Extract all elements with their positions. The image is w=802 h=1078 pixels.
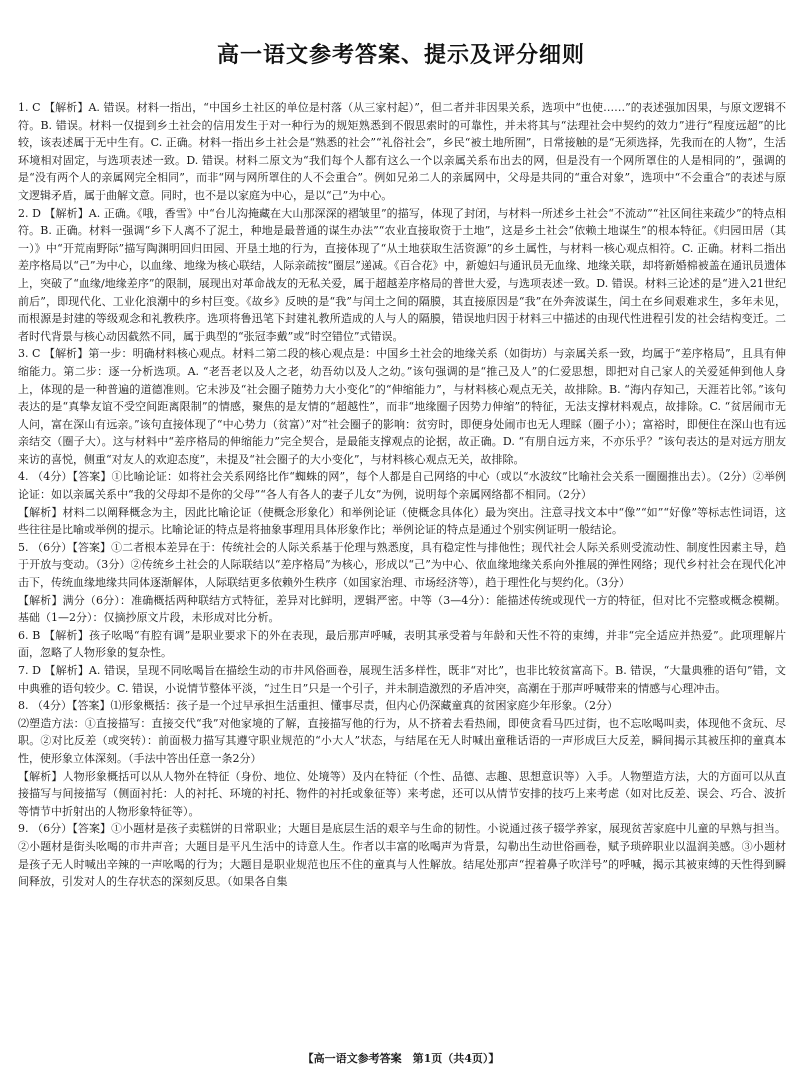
analysis-q4: 【解析】材料二以阐释概念为主，因此比喻论证（使概念形象化）和举例论证（使概念具体化）最为突出。注意寻找文本中“像”“如”“好像”等标志性词语，这些往往是比喻或举例的提示。比喻论证的特点是将抽象事理用具体形象作比；举例论证的特点是通过个别实例证明一般结论。	[18, 505, 786, 537]
answer-q4: 4. （4分）【答案】①比喻论证：如将社会关系网络比作“蜘蛛的网”，每个人都是自己网络的中心（或以“水波纹”比喻社会关系一圈圈推出去）。（2分）②举例论证：如以亲属关系中“我的父母却不是你的父母”“各人有各人的妻子儿女”为例，说明每个亲属网络都不相同。（2分）	[18, 470, 786, 502]
page-title: 高一语文参考答案、提示及评分细则	[216, 43, 585, 68]
answer-q7: 7. D 【解析】A. 错误，呈现不同吆喝旨在描绘生动的市井风俗画卷，展现生活多样性，既非“对比”，也非比较贫富高下。B. 错误，“大量典雅的语句”错，文中典雅的语句较少。C. 错误，小说情节整体平淡，“过生日”只是一个引子，并未制造激烈的矛盾冲突，高潮在于那声呼喊带来的情感与心理冲击。	[18, 664, 786, 695]
answer-q9: 9. （6分）【答案】①小题材是孩子卖糕饼的日常职业；大题目是底层生活的艰辛与生命的韧性。小说通过孩子辍学养家，展现贫苦家庭中儿童的早熟与担当。②小题材是街头吆喝的市井声音；大题目是平凡生活中的诗意人生。作者以丰富的吆喝声为背景，勾勒出生动世俗画卷，赋予琐碎职业以温润美感。③小题材是孩子无人时喊出辛辣的一声吆喝的行为；大题目是职业规范也压不住的童真与人性解放。结尾处那声“捏着鼻子吹洋号”的呼喊，揭示其被束缚的天性得到瞬间释放，引发对人的生存状态的深刻反思。（如果各自集	[18, 822, 786, 889]
answer-q6: 6. B 【解析】孩子吆喝“有腔有调”是职业要求下的外在表现，最后那声呼喊，表明其承受着与年龄和天性不符的束缚，并非“完全适应并热爱”。此项理解片面，忽略了人物形象的复杂性。	[18, 628, 786, 660]
answer-q5: 5. （6分）【答案】①二者根本差异在于：传统社会的人际关系基于伦理与熟悉度，具有稳定性与排他性；现代社会人际关系则受流动性、制度性因素主导，趋于开放与变动。（3分）②传统乡土社会的人际联结以“差序格局”为核心，形成以“己”为中心、依血缘地缘关系向外推展的弹性网络；现代乡村社会在现代化冲击下，传统血缘地缘共同体逐渐解体，人际联结更多依赖外生秩序（如国家治理、市场经济等），趋于理性化与契约化。（3分）	[18, 540, 786, 590]
analysis-q5: 【解析】满分（6分）：准确概括两种联结方式特征，差异对比鲜明，逻辑严密。中等（3—4分）：能描述传统或现代一方的特征，但对比不完整或概念模糊。基础（1—2分）：仅摘抄原文片段，未形成对比分析。	[18, 593, 786, 625]
page-footer: 【高一语文参考答案 第1页（共4页）】	[302, 1052, 500, 1065]
analysis-q8: 【解析】人物形象概括可以从人物外在特征（身份、地位、处境等）及内在特征（个性、品德、志趣、思想意识等）入手。人物塑造方法，大的方面可以从直接描写与间接描写（侧面衬托：人的衬托、环境的衬托、物件的衬托或象征等）来考虑，还可以从情节安排的技巧上来考虑（如对比反差、误会、巧合、波折等情节中折射出的人物形象特征等）。	[18, 769, 786, 818]
answer-q8-part2: ⑵塑造方法：①直接描写：直接交代“我”对他家境的了解，直接描写他的行为，从不挤着去看热闹，即使贪看马匹过街，也不忘吆喝叫卖，体现他不贪玩、尽职。②对比反差（或突转）：前面极力描写其遵守职业规范的“小大人”状态，与结尾在无人时喊出童稚话语的一声形成巨大反差，瞬间揭示其被压抑的童真本性，使形象立体深刻。（手法中答出任意一条2分）	[18, 716, 786, 765]
answer-q3: 3. C 【解析】第一步：明确材料核心观点。材料二第二段的核心观点是：中国乡土社会的地缘关系（如街坊）与亲属关系一致，均属于“差序格局”，且具有伸缩能力。第二步：逐一分析选项。A. “老吾老以及人之老，幼吾幼以及人之幼。”该句强调的是“推己及人”的仁爱思想，即把对自己家人的关爱延伸到他人身上，体现的是一种普遍的道德准则。它未涉及“社会圈子随势力大小变化”的“伸缩能力”，与材料核心观点无关，故排除。B. “海内存知己，天涯若比邻。”该句表达的是“真挚友谊不受空间距离限制”的情感，聚焦的是友情的“超越性”，而非“地缘圈子因势力伸缩”的特征，无法支撑材料观点，故排除。C. “贫居闹市无人问，富在深山有远亲。”该句直接体现了“中心势力（贫富）”对“社会圈子的影响：贫穷时，即便身处闹市也无人理睬（圈子小）；富裕时，即便住在深山也有远亲结交（圈子大）。这与材料中“差序格局的伸缩能力”完全契合，是最能支撑观点的论据，故正确。D. “有朋自远方来，不亦乐乎？”该句表达的是对远方朋友来访的喜悦，侧重“对友人的欢迎态度”，未提及“社会圈子的大小变化”，与材料核心观点无关，故排除。	[18, 347, 786, 466]
answer-body	[18, 99, 786, 891]
answer-q8-part1: 8. （4分）【答案】⑴形象概括：孩子是一个过早承担生活重担、懂事尽责，但内心仍深藏童真的贫困家庭少年形象。（2分）	[18, 699, 618, 713]
answer-q1: 1. C 【解析】A. 错误。材料一指出，“中国乡土社区的单位是村落（从三家村起）”，但二者并非因果关系，选项中“也使……”的表述强加因果，与原文逻辑不符。B. 错误。材料一仅提到乡土社会的信用发生于对一种行为的规矩熟悉到不假思索时的可靠性，并未将其与“法理社会中契约的效力”进行“程度远超”的比较，该表述属于无中生有。C. 正确。材料一指出乡土社会是“熟悉的社会”“礼俗社会”，乡民“被土地所囿”，日常接触的是“无须选择，先我而在的人物”，生活环境相对固定，与选项表述一致。D. 错误。材料二原文为“我们每个人都有这么一个以亲属关系布出去的网，但是没有一个网所罩住的人是相同的”，强调的是“没有两个人的亲属网完全相同”，而非“网与网所罩住的人不会重合”。例如兄弟二人的亲属网中，父母是共同的“重合对象”，选项中“不会重合”的表述与原文逻辑矛盾，属于曲解文意。同时，也不是以家庭为中心，是以“己”为中心。	[18, 101, 786, 202]
answer-q2: 2. D 【解析】A. 正确。《哦，香雪》中“台儿沟掩藏在大山那深深的褶皱里”的描写，体现了封闭，与材料一所述乡土社会“不流动”“社区间往来疏少”的特点相符。B. 正确。材料一强调“乡下人离不了泥土，种地是最普通的谋生办法”“农业直接取资于土地”，这是乡土社会“依赖土地谋生”的根本特征。《归园田居（其一）》中“开荒南野际”描写陶渊明回归田园、开垦土地的行为，直接体现了“从土地获取生活资源”的乡土属性，与材料一核心观点相符。C. 正确。材料二指出差序格局以“己”为中心，以血缘、地缘为核心联结，人际亲疏按“圈层”递减。《百合花》中，新媳妇与通讯员无血缘、地缘关联，却将新婚棉被盖在通讯员遗体上，突破了“血缘/地缘差序”的限制，展现出对革命战友的无私关爱，属于超越差序格局的普世大爱，与选项表述一致。D. 错误。材料三论述的是“进入21世纪前后”，即现代化、工业化浪潮中的乡村巨变。《故乡》反映的是“我”与闰土之间的隔膜，其直接原因是“我”在外奔波谋生，闰土在乡间艰难求生，多年未见，而根源是封建的等级观念和礼教秩序。选项将鲁迅笔下封建礼教所造成的人与人的隔膜，错误地归因于材料三中描述的由现代性进程引发的社会结构变迁。二者时代背景与核心动因截然不同，属于典型的“张冠李戴”或“时空错位”式错误。	[18, 206, 786, 343]
